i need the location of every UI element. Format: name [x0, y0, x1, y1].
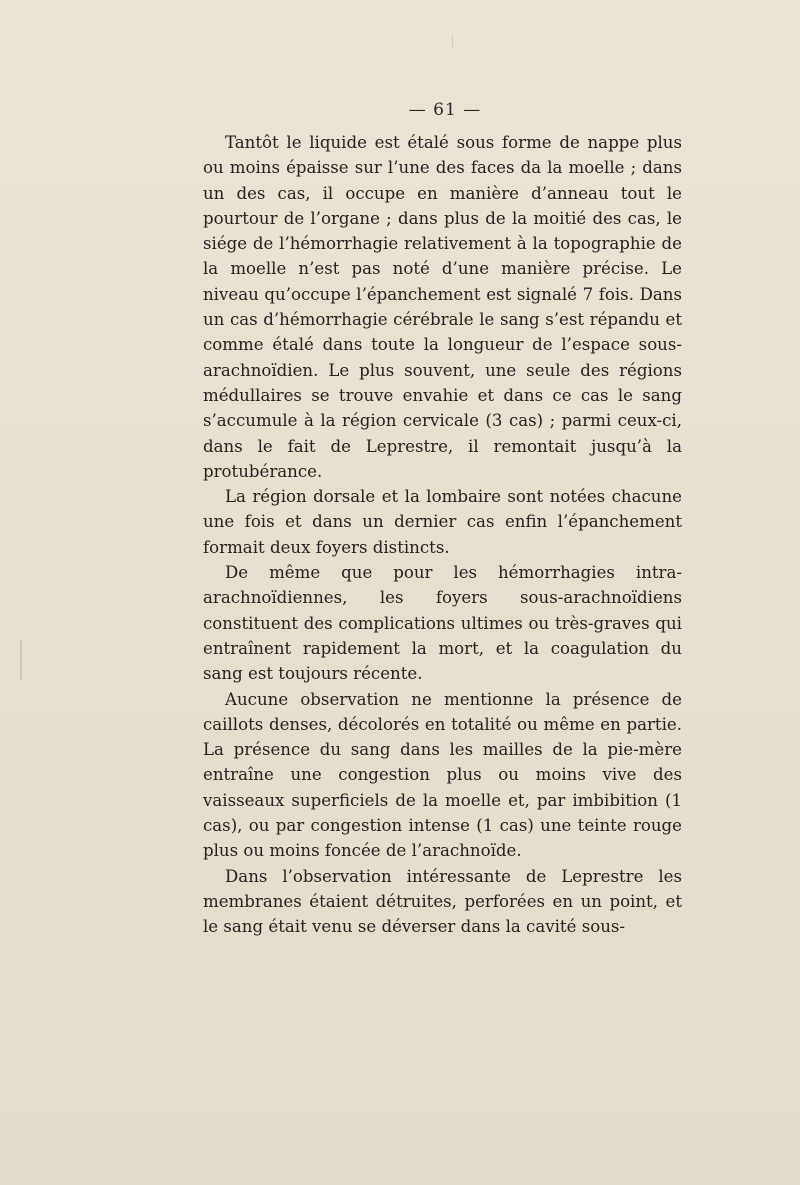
paragraph: Tantôt le liquide est étalé sous forme de nappe plus ou moins épaisse sur l’une des faces da la moelle ; dans un des cas, il occupe en manière d’anneau tout le pourtour de l’organe ; dans plus de la moitié des cas, le siége de l’hémorrhagie relativement à la topographie de la moelle n’est pas noté d’une manière précise. Le niveau qu’occupe l’épanchement est signalé 7 fois. Dans un cas d’hémorrhagie cérébrale le sang s’est répandu et comme étalé dans toute la longueur de l’espace sous-arachnoïdien. Le plus souvent, une seule des régions médullaires se trouve envahie et dans ce cas le sang s’accumule à la région cervicale (3 cas) ; parmi ceux-ci, dans le fait de Leprestre, il remontait jusqu’à la protubérance. — [203, 133, 682, 481]
page-number: — 61 — — [408, 100, 482, 120]
body-text — [203, 130, 682, 940]
paper-blemish — [452, 35, 453, 47]
paragraph: Dans l’observation intéressante de Leprestre les membranes étaient détruites, perforées en un point, et le sang était venu se déverser dans la cavité sous- — [203, 866, 682, 937]
paragraph: De même que pour les hémorrhagies intra-arachnoïdiennes, les foyers sous-arachnoïdiens constituent des complications ultimes ou très-graves qui entraînent rapidement la mort, et la coagulation du sang est toujours récente. — [203, 563, 682, 684]
paragraph: Aucune observation ne mentionne la présence de caillots denses, décolorés en totalité ou même en partie. La présence du sang dans les mailles de la pie-mère entraîne une congestion plus ou moins vive des vaisseaux superficiels de la moelle et, par imbibition (1 cas), ou par congestion intense (1 cas) une teinte rouge plus ou moins foncée de l’arachnoïde. — [203, 689, 682, 861]
paper-blemish — [20, 640, 22, 680]
paragraph: La région dorsale et la lombaire sont notées chacune une fois et dans un dernier cas enfin l’épanchement formait deux foyers distincts. — [203, 487, 682, 557]
